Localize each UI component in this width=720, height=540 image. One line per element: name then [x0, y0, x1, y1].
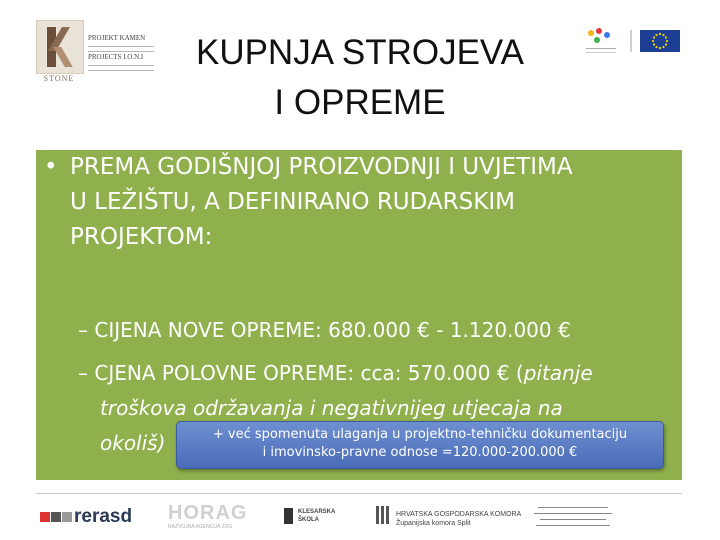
klesarska-line-2: ŠKOLA	[298, 517, 319, 523]
rerasd-logo	[38, 500, 142, 534]
sub-item-new-equipment	[78, 313, 678, 348]
logo-line-1: PROJEKT KAMEN	[88, 34, 146, 42]
footer-divider	[36, 493, 682, 494]
rerasd-wordmark: rerasd	[74, 506, 133, 527]
county-text-logo	[528, 500, 618, 534]
sub-item-new-equipment-text: – CIJENA NOVE OPREME: 680.000 € - 1.120.000 €	[78, 318, 571, 342]
k-logo-icon	[36, 20, 84, 74]
title-line-2: I OPREME	[274, 83, 446, 122]
header-divider	[630, 30, 632, 52]
hgk-line-1: HRVATSKA GOSPODARSKA KOMORA	[396, 511, 522, 518]
horag-wordmark: HORAG	[168, 502, 248, 524]
slide-title	[150, 28, 570, 128]
fund-star-logo-icon	[582, 28, 620, 56]
klesarska-skola-logo	[284, 500, 354, 534]
partner-logos-footer	[36, 500, 682, 534]
crest-icon	[376, 506, 390, 524]
used-equipment-prefix: – CJENA POLOVNE OPREME: cca: 570.000 € (	[78, 361, 524, 385]
horag-subtitle: RAZVOJNA AGENCIJA ZDG	[168, 524, 233, 530]
hgk-logo	[376, 500, 522, 534]
logo-mark-word: STONE	[43, 74, 75, 83]
callout-line-1: + već spomenuta ulaganja u projektno-tehničku dokumentaciju	[212, 427, 628, 442]
investment-callout	[176, 421, 664, 469]
main-bullet	[44, 150, 680, 255]
hgk-line-2: Županijska komora Split	[396, 520, 471, 527]
bullet-dot: •	[44, 154, 58, 180]
eu-flag-icon	[640, 30, 680, 52]
stone-project-logo	[36, 18, 156, 82]
bullet-line-1: PREMA GODIŠNJOJ PROIZVODNJI I UVJETIMA	[70, 154, 573, 180]
logo-text-block	[88, 34, 154, 72]
used-equipment-italic-1: pitanje	[523, 361, 593, 385]
callout-line-2: i imovinsko-pravne odnose =120.000-200.000 €	[262, 445, 578, 460]
logo-line-2: PROJECTS I.O.N.I	[88, 53, 144, 61]
title-line-1: KUPNJA STROJEVA	[195, 33, 525, 72]
klesarska-line-1: KLESARSKA	[298, 509, 336, 515]
used-equipment-italic-2: troškova održavanja i negativnijeg utjecaja na	[100, 396, 563, 420]
chisel-icon	[284, 508, 293, 524]
horag-logo	[168, 500, 248, 534]
bullet-line-3: PROJEKTOM:	[70, 224, 213, 250]
used-equipment-italic-3: okoliš)	[100, 431, 166, 455]
bullet-line-2: U LEŽIŠTU, A DEFINIRANO RUDARSKIM	[70, 189, 515, 215]
